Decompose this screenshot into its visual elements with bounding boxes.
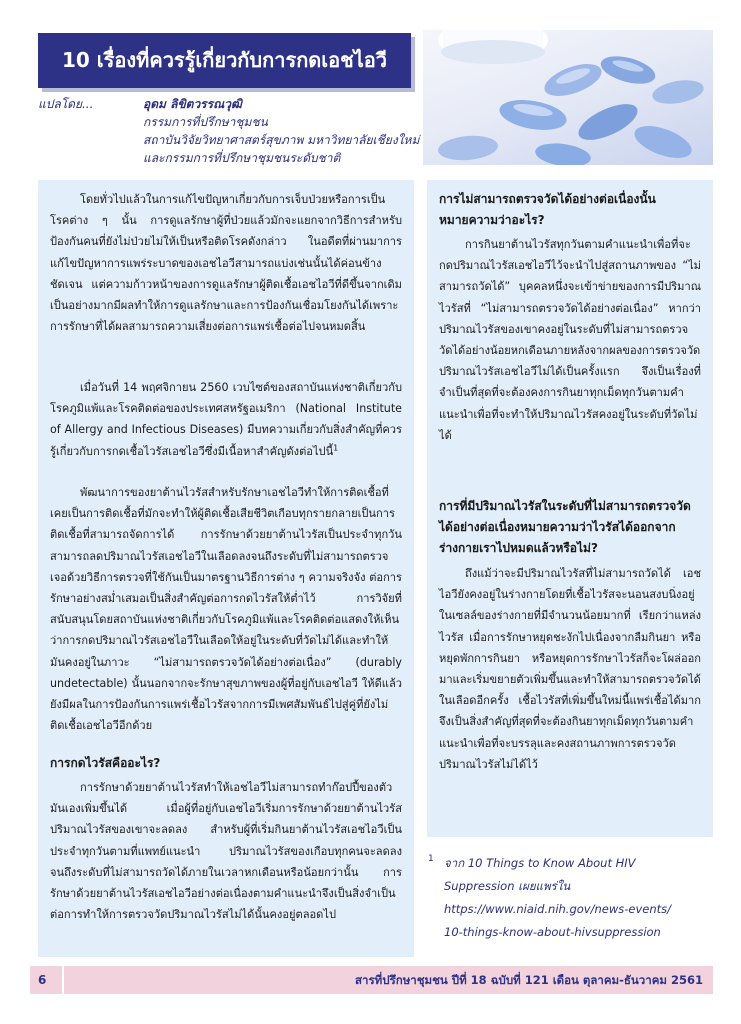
left-column bbox=[38, 180, 414, 957]
paragraph: การรักษาด้วยยาต้านไวรัสทำให้เอชไอวีไม่สามารถทำก๊อปปี้ของตัวมันเองเพิ่มขึ้นได้ เมื่อผู้ที่อยู่กับเอชไอวีเริ่มการรักษาด้วยยาต้านไวรัสปริมาณไวรัสของเขาจะลดลง สำหรับผู้ที่เริ่มกินยาต้านไวรัสเอชไอวีเป็นประจำทุกวันตามที่แพทย์แนะนำ ปริมาณไวรัสของเกือบทุกคนจะลดลงจนถึงระดับที่ไม่สามารถวัดได้ภายในเวลาหกเดือนหรือน้อยกว่านั้น การรักษาด้วยยาต้านไวรัสเอชไอวีอย่างต่อเนื่องตามคำแนะนำจึงเป็นสิ่งจำเป็นต่อการทำให้การตรวจวัดปริมาณไวรัสไม่ได้นั้นคงอยู่ตลอดไป bbox=[50, 781, 402, 922]
paragraph bbox=[50, 377, 402, 462]
paragraph-text: เมื่อวันที่ 14 พฤศจิกายน 2560 เวบไซต์ของสถาบันแห่งชาติเกี่ยวกับโรคภูมิแพ้และโรคติดต่อของประเทศสหรัฐอเมริกา (National Institute of Allergy and Infectious Diseases) มีบทความเกี่ยวกับสิ่งสำคัญที่ควรรู้เกี่ยวกับการกดเชื้อไวรัสเอชไอวีซึ่งมีเนื้อหาสำคัญดังต่อไปนี้ bbox=[50, 381, 402, 458]
credit-role: กรรมการที่ปรึกษาชุมชน bbox=[143, 115, 268, 129]
paragraph: ถึงแม้ว่าจะมีปริมาณไวรัสที่ไม่สามารถวัดได้ เอชไอวียังคงอยู่ในร่างกายโดยที่เชื้อไวรัสจะนอนสงบนิ่งอยู่ในเซลล์ของร่างกายที่มีจำนวนน้อยมากที่ เรียกว่าแหล่งไวรัส เมื่อการรักษาหยุดชะงักไปเนื่องจากลืมกินยา หรือหยุดพักการกินยา หรือหยุดการรักษาไวรัสก็จะโผล่ออกมาและเริ่มขยายตัวเพิ่มขึ้นและทำให้สามารถตรวจวัดได้ในเลือดอีกครั้ง เชื้อไวรัสที่เพิ่มขึ้นใหม่นี้แพร่เชื้อได้มาก จึงเป็นสิ่งสำคัญที่สุดที่จะต้องกินยาทุกเม็ดทุกวันตามคำแนะนำเพื่อที่จะบรรลุและคงสถานภาพการตรวจวัดปริมาณไวรัสไม่ได้ไว้ bbox=[439, 567, 701, 771]
section-heading: การที่มีปริมาณไวรัสในระดับที่ไม่สามารถตรวจวัดได้อย่างต่อเนื่องหมายความว่าไวรัสได้ออกจากร่างกายเราไปหมดแล้วหรือไม่? bbox=[439, 499, 691, 555]
pills-photo bbox=[423, 30, 713, 165]
paragraph: การกินยาต้านไวรัสทุกวันตามคำแนะนำเพื่อที่จะกดปริมาณไวรัสเอชไอวีไว้จะนำไปสู่สถานภาพของ “ไม่สามารถวัดได้” บุคคลหนึ่งจะเข้าข่ายของการมีปริมาณไวรัสที่ “ไม่สามารถตรวจวัดได้อย่างต่อเนื่อง” หากว่าปริมาณไวรัสของเขาคงอยู่ในระดับที่ไม่สามารถตรวจวัดได้อย่างน้อยหกเดือนภายหลังจากผลของการตรวจวัดปริมาณไวรัสเอชไอวีไม่ได้เป็นครั้งแรก จึงเป็นเรื่องที่จำเป็นที่สุดที่จะต้องคงการกินยาทุกเม็ดทุกวันตามคำแนะนำเพื่อที่จะทำให้ปริมาณไวรัสคงอยู่ในระดับที่วัดไม่ได้ bbox=[439, 238, 701, 442]
right-column bbox=[427, 180, 713, 837]
page-number: 6 bbox=[38, 973, 47, 987]
footnote-line: จาก 10 Things to Know About HIV bbox=[444, 856, 636, 870]
section-heading: การกดไวรัสคืออะไร? bbox=[50, 756, 161, 770]
translator-name: อุดม ลิขิตวรรณวุฒิ bbox=[143, 97, 242, 111]
pills-illustration bbox=[423, 30, 713, 165]
credit-role: สถาบันวิจัยวิทยาศาสตร์สุขภาพ มหาวิทยาลัยเชียงใหม่ bbox=[143, 133, 420, 147]
footer-divider bbox=[62, 966, 64, 994]
credit-role: และกรรมการที่ปรึกษาชุมชนระดับชาติ bbox=[143, 151, 341, 165]
footnote bbox=[428, 852, 713, 944]
title-banner bbox=[38, 33, 411, 88]
page-title: 10 เรื่องที่ควรรู้เกี่ยวกับการกดเอชไอวี bbox=[61, 48, 388, 72]
footnote-number: 1 bbox=[428, 854, 434, 864]
footnote-url[interactable]: 10-things-know-about-hivsuppression bbox=[444, 925, 661, 939]
paragraph: พัฒนาการของยาต้านไวรัสสำหรับรักษาเอชไอวีทำให้การติดเชื้อที่เคยเป็นการติดเชื้อที่มักจะทำให้ผู้ติดเชื้อเสียชีวิตเกือบทุกรายกลายเป็นการติดเชื้อที่สามารถจัดการได้ การรักษาด้วยยาต้านไวรัสเป็นประจำทุกวันสามารถลดปริมาณไวรัสเอชไอวีในเลือดลงจนถึงระดับที่ไม่สามารถตรวจเจอด้วยวิธีการตรวจที่ใช้กันเป็นมาตรฐานวิธีการต่าง ๆ ความจริงจัง ต่อการรักษาอย่างสม่ำเสมอเป็นสิ่งสำคัญต่อการกดไวรัสให้ต่ำไว้ การวิจัยที่สนับสนุนโดยสถาบันแห่งชาติเกี่ยวกับโรคภูมิแพ้และโรคติดต่อแสดงให้เห็นว่าการกดปริมาณไวรัสเอชไอวีในเลือดให้อยู่ในระดับที่วัดไม่ได้และทำให้มันคงอยู่ในภาวะ “ไม่สามารถตรวจวัดได้อย่างต่อเนื่อง” (durably undetectable) นั้นนอกจากจะรักษาสุขภาพของผู้ที่อยู่กับเอชไอวี ให้ดีแล้วยังมีผลในการป้องกันการแพร่เชื้อไวรัสจากการมีเพศสัมพันธ์ไปสู่คู่ที่ยังไม่ติดเชื้อเอชไอวีอีกด้วย bbox=[50, 486, 402, 733]
paragraph: โดยทั่วไปแล้วในการแก้ไขปัญหาเกี่ยวกับการเจ็บป่วยหรือการเป็นโรคต่าง ๆ นั้น การดูแลรักษาผู้ที่ป่วยแล้วมักจะแยกจากวิธีการสำหรับป้องกันคนที่ยังไม่ป่วยไม่ให้เป็นหรือติดโรคดังกล่าว ในอดีตที่ผ่านมาการแก้ไขปัญหาการแพร่ระบาดของเอชไอวีสามารถแบ่งเช่นนั้นได้ค่อนข้างชัดเจน แต่ความก้าวหน้าของการดูแลรักษาผู้ติดเชื้อเอชไอวีที่ดีขึ้นจากเดิมเป็นอย่างมากมีผลทำให้การดูแลรักษาและการป้องกันเชื่อมโยงกันได้เพราะการรักษาที่ได้ผลสามารถความเสี่ยงต่อการแพร่เชื้อต่อไปจนหมดสิ้น bbox=[50, 193, 402, 334]
credit-label: แปลโดย... bbox=[38, 97, 94, 111]
footnote-line: Suppression เผยแพร่ใน bbox=[444, 879, 571, 893]
section-heading: การไม่สามารถตรวจวัดได้อย่างต่อเนื่องนั้นหมายความว่าอะไร? bbox=[439, 192, 656, 227]
footnote-marker: 1 bbox=[333, 442, 339, 452]
magazine-info: สารที่ปรึกษาชุมชน ปีที่ 18 ฉบับที่ 121 เดือน ตุลาคม-ธันวาคม 2561 bbox=[355, 973, 703, 987]
credit-lines bbox=[143, 95, 419, 167]
footnote-url[interactable]: https://www.niaid.nih.gov/news-events/ bbox=[444, 902, 672, 916]
page-footer bbox=[30, 966, 713, 994]
